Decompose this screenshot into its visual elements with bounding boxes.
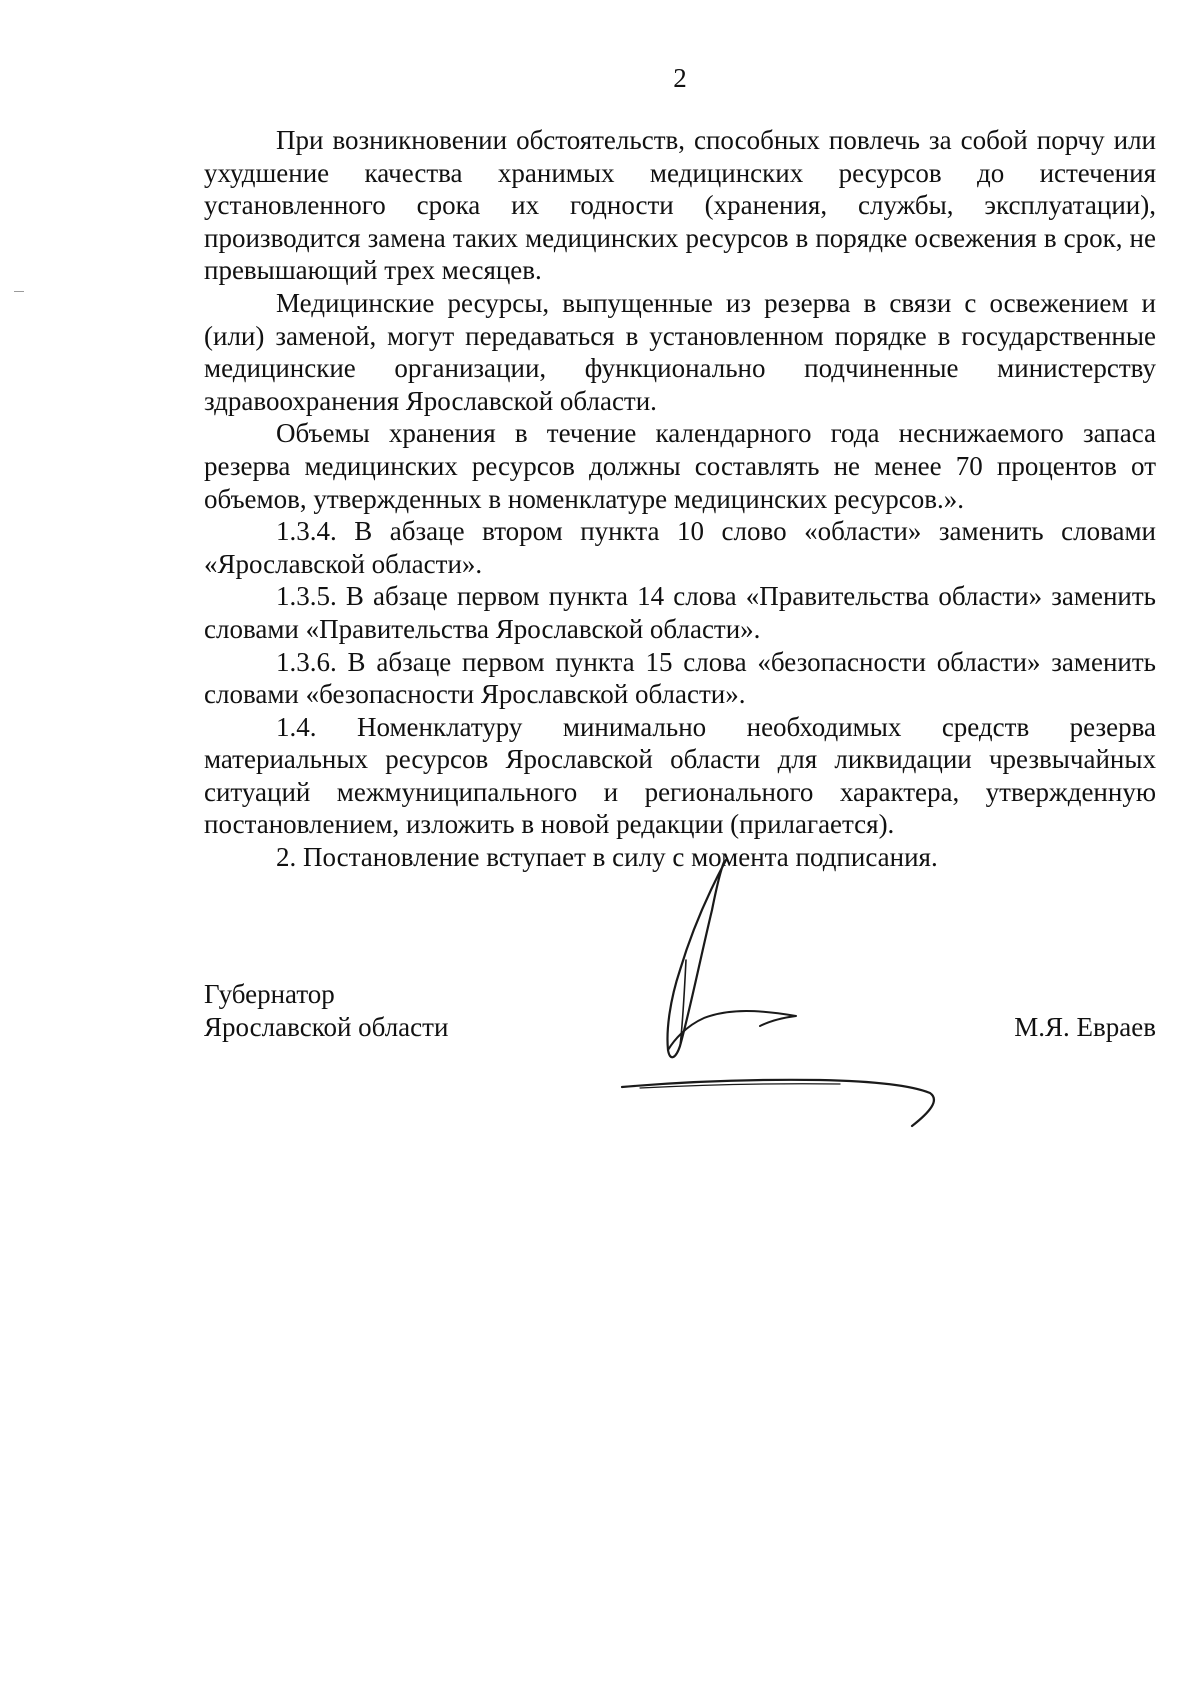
paragraph-storage-volumes: Объемы хранения в течение календарного года неснижаемого запаса резерва медицинских ресурсов должны составлять не менее 70 процентов от объемов, утвержденных в номенклатуре медицинских ресурсов.». — [204, 418, 1156, 514]
scan-margin-mark — [14, 291, 24, 292]
signatory-title-line2: Ярославской области — [204, 1012, 449, 1042]
paragraph-item-1-3-4: 1.3.4. В абзаце втором пункта 10 слово «области» заменить словами «Ярославской области». — [204, 516, 1156, 579]
paragraph-replacement-of-resources: При возникновении обстоятельств, способных повлечь за собой порчу или ухудшение качества хранимых медицинских ресурсов до истечения установленного срока их годности (хранения, службы, эксплуатации), производится замена таких медицинских ресурсов в порядке освежения в срок, не превышающий трех месяцев. — [204, 125, 1156, 286]
paragraph-item-1-3-5: 1.3.5. В абзаце первом пункта 14 слова «Правительства области» заменить словами «Правительства Ярославской области». — [204, 581, 1156, 644]
document-body — [204, 124, 1156, 874]
signatory-title-line1: Губернатор — [204, 979, 335, 1009]
page-number: 2 — [673, 63, 687, 93]
paragraph-item-2: 2. Постановление вступает в силу с момента подписания. — [276, 842, 938, 873]
paragraph-item-1-4: 1.4. Номенклатуру минимально необходимых средств резерва материальных ресурсов Ярославской области для ликвидации чрезвычайных ситуаций межмуниципального и регионального характера, утвержденную постановлением, изложить в новой редакции (прилагается). — [204, 711, 1156, 840]
signatory-name: М.Я. Евраев — [1014, 1012, 1156, 1042]
paragraph-item-1-3-6: 1.3.6. В абзаце первом пункта 15 слова «безопасности области» заменить словами «безопасности Ярославской области». — [204, 646, 1156, 710]
paragraph-resource-transfer: Медицинские ресурсы, выпущенные из резерва в связи с освежением и (или) заменой, могут передаваться в установленном порядке в государственные медицинские организации, функционально подчиненные министерству здравоохранения Ярославской области. — [204, 287, 1156, 416]
handwritten-signature — [600, 850, 1020, 1140]
